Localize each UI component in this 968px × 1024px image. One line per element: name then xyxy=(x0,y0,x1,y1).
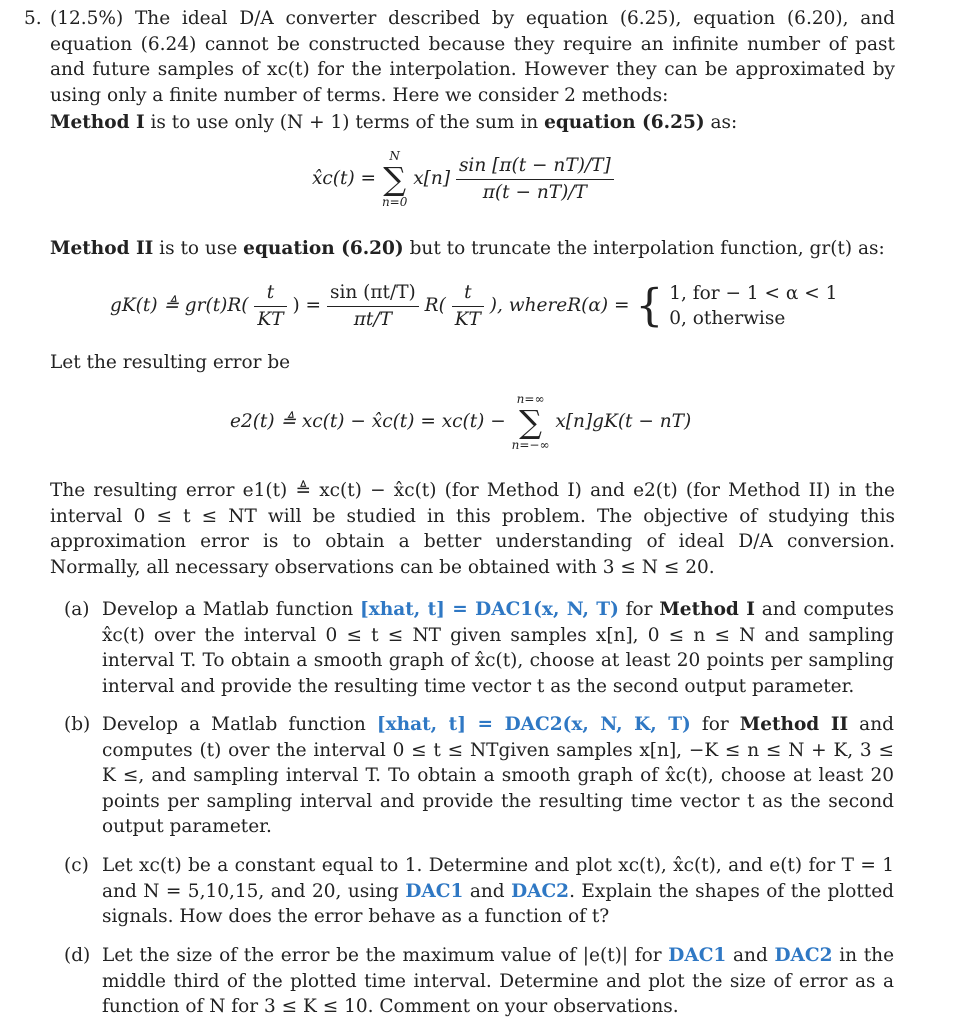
item-a: (a) Develop a Matlab function [xhat, t] = DAC1(x, N, T) for Method I and computes x̂c(t) over the interval 0 ≤ t ≤ NT given samples x[n], 0 ≤ n ≤ N and sampling interval T. To obtain a smooth graph of x̂c(t), choose at least 20 points per sampling interval and provide the resulting time vector t as the second output parameter. xyxy=(64,599,894,697)
dac2-signature: [xhat, t] = DAC2(x, N, K, T) xyxy=(376,714,691,735)
piecewise-cases: 1, for − 1 < α < 1 0, otherwise xyxy=(669,283,838,330)
method-2-eq-ref: equation (6.20) xyxy=(243,238,404,259)
item-b: (b) Develop a Matlab function [xhat, t] = DAC2(x, N, K, T) for Method II and computes (t) over the interval 0 ≤ t ≤ NTgiven samples x[n], −K ≤ n ≤ N + K, 3 ≤ K ≤, and sampling interval T. To obtain a smooth graph of x̂c(t), choose at least 20 points per sampling interval and provide the resulting time vector t as the second output parameter. xyxy=(64,714,894,838)
sinc-fraction: $\frac{\sin [\pi(t - nT)/T]}{\pi(t - nT)/T}$ xyxy=(456,153,614,205)
problem-weight: (12.5%) xyxy=(50,8,124,29)
study-paragraph: The resulting error e1(t) ≜ xc(t) − x̂c(t) (for Method I) and e2(t) (for Method II) in the interval 0 ≤ t ≤ NT will be studied in this problem. The objective of studying this approximation error is to obtain a better understanding of ideal D/A conversion. Normally, all necessary observations can be obtained with 3 ≤ N ≤ 20. xyxy=(50,480,895,578)
equation-1: x̂c(t) = N ∑ n=0 x[n] $\frac{\sin [\pi(t - nT)/T]}{\pi(t - nT)/T}$ xyxy=(312,150,614,208)
item-d: (d) Let the size of the error be the maximum value of |e(t)| for DAC1 and DAC2 in the middle third of the plotted time interval. Determine and plot the size of error as a function of N for 3 ≤ K ≤ 10. Comment on your observations. xyxy=(64,945,895,1018)
equation-2: gK(t) ≜ gr(t)R( $\frac{t}{KT}$ ) = $\frac{\sin (\pi t/T)}{\pi t/T}$ R( $\frac{t}{KT}$ ), whereR(α) = { 1, for − 1 < α < 1 0, otherwise xyxy=(110,280,838,332)
intro-line-2: equation (6.24) cannot be constructed because they require an infinite number of past and xyxy=(50,33,895,81)
method-1-title: Method I xyxy=(50,112,145,133)
item-c: (c) Let xc(t) be a constant equal to 1. Determine and plot xc(t), x̂c(t), and e(t) for T = 1 and N = 5,10,15, and 20, using DAC1 and DAC2. Explain the shapes of the plotted signals. How does the error behave as a function of t? xyxy=(64,855,895,928)
problem-intro xyxy=(50,6,895,108)
method-1-eq-ref: equation (6.25) xyxy=(544,112,705,133)
intro-line-1: The ideal D/A converter described by equation (6.25), equation (6.20), and xyxy=(134,8,895,29)
method-2-line: Method II is to use equation (6.20) but to truncate the interpolation function, gr(t) as: xyxy=(50,238,885,259)
intro-line-3: future samples of xc(t) for the interpolation. However they can be approximated by using xyxy=(50,59,895,106)
error-intro: Let the resulting error be xyxy=(50,352,291,373)
dac1-signature: [xhat, t] = DAC1(x, N, T) xyxy=(360,599,619,620)
method-1-line: Method I is to use only (N + 1) terms of the sum in equation (6.25) as: xyxy=(50,112,738,133)
equation-3: e2(t) ≜ xc(t) − x̂c(t) = xc(t) − n=∞ ∑ n=−∞ x[n]gK(t − nT) xyxy=(230,392,692,452)
problem-number: 5. xyxy=(24,8,42,29)
sum-operator: N ∑ n=0 xyxy=(381,149,408,209)
intro-line-4: only a finite number of terms. Here we consider 2 methods: xyxy=(106,84,669,106)
method-2-title: Method II xyxy=(50,238,154,259)
